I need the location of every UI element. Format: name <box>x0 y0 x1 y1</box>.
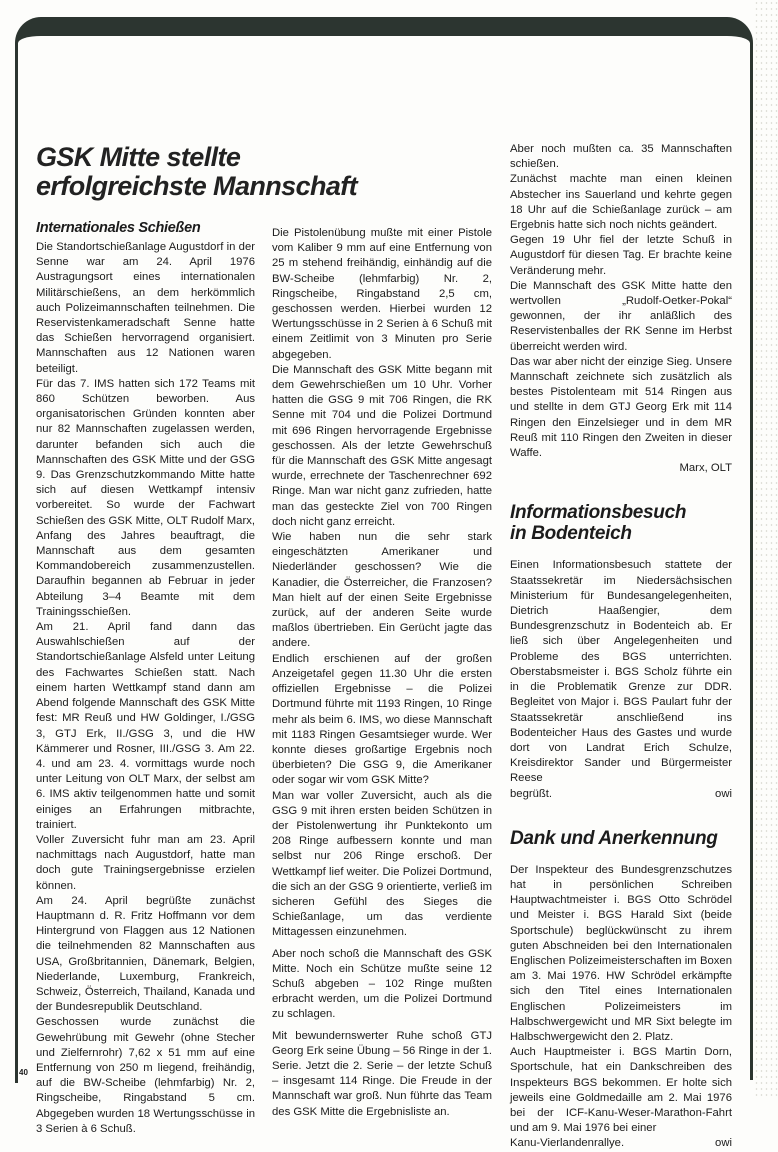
article-title-line-2: erfolgreichste Mannschaft <box>36 171 358 201</box>
page-frame-top-band <box>15 17 753 57</box>
article-subtitle: Internationales Schießen <box>36 220 201 236</box>
paragraph: Das war aber nicht der einzige Sieg. Unsere Mannschaft zeichnete sich zusätzlich als bestes Pistolenteam mit 514 Ringen aus und stellte in dem GTJ Georg Erk mit 114 Ringen den Einzelsieger und in dem MR Reuß mit 110 Ringen den Zweiten in dieser Waffe. <box>510 355 732 460</box>
paragraph: Auch Hauptmeister i. BGS Martin Dorn, Sportschule, hat ein Dankschreiben des Inspekteurs BGS bekommen. Er holte sich jeweils eine Goldmedaille am 2. Mai 1976 bei der ICF-Kanu-Weser-Marathon-Fahrt und am 9. Mai 1976 bei einer <box>510 1046 732 1135</box>
paragraph: Mit bewundernswerter Ruhe schoß GTJ Georg Erk seine Übung – 56 Ringe in der 1. Serie. Jetzt die 2. Serie – der letzte Schuß – insgesamt 114 Ringe. Die Freude in der Mannschaft war groß. Nun führte das Team des GSK Mitte die Ergebnisliste an. <box>272 1029 492 1118</box>
author-signature: Marx, OLT <box>679 462 732 475</box>
page-number: 40 <box>19 1068 28 1077</box>
signature-line <box>510 1136 732 1151</box>
paragraph: Einen Informationsbesuch stattete der Staatssekretär im Niedersächsischen Ministerium für Bundesangelegenheiten, Dietrich Haaßengier, dem Bundesgrenzschutz in Bodenteich ab. Er ließ sich über Angelegenheiten und Probleme des BGS unterrichten. Oberstabsmeister i. BGS Scholz führte ein in die Problematik Grenze zur DDR. Begleitet von Major i. BGS Paulart fuhr der Staatssekretär anschließend ins Bodenteicher Haus des Gastes und wurde dort von Landrat Erich Schulze, Kreisdirektor Sander und Bürgermeister Reese <box>510 559 732 785</box>
paragraph: Endlich erschienen auf der großen Anzeigetafel gegen 11.30 Uhr die ersten offiziellen Ergebnisse – die Polizei Dortmund führte mit 1193 Ringen, 10 Ringe mehr als beim 6. IMS, wo diese Mannschaft mit 1183 Ringen Gesamtsieger wurde. Wer konnte dieses großartige Ergebnis noch überbieten? Die GSG 9, die Amerikaner oder sogar wir vom GSK Mitte? <box>272 652 492 787</box>
paragraph: Am 21. April fand dann das Auswahlschießen auf der Standortschießanlage Alsfeld unter Leitung des Fachwartes Schießen statt. Nach einem harten Wettkampf stand dann am Abend folgende Mannschaft des GSK Mitte fest: MR Reuß und HW Goldinger, I./GSG 3, GTJ Erk, II./GSG 3, und die HW Kämmerer und Rosner, III./GSG 3. Am 22. 4. und am 23. 4. vormittags wurde noch unter Leitung von OLT Marx, der selbst am 6. IMS aktiv teilgenommen hatte und somit einiges an Erfahrungen mitbrachte, trainiert. <box>36 621 255 831</box>
signature-line <box>510 787 732 802</box>
column-middle <box>272 226 492 1120</box>
paragraph: Für das 7. IMS hatten sich 172 Teams mit 860 Schützen beworben. Aus organisatorischen Gründen konnten aber nur 82 Mannschaften zugelassen werden, darunter befanden sich auch die Mannschaften des GSK Mitte und der GSG 9. Das Grenzschutzkommando Mitte hatte sich auf diesen Wettkampf intensiv vorbereitet. So wurde der Fachwart Schießen des GSK Mitte, OLT Rudolf Marx, Anfang des Jahres beauftragt, die Mannschaft aus dem gesamten Kommandobereich zusammenzustellen. Daraufhin begannen ab Februar in jeder Abteilung 3–4 Beamte mit dem Trainingsschießen. <box>36 377 255 618</box>
author-signature: owi <box>715 787 732 800</box>
paragraph: Man war voller Zuversicht, auch als die GSG 9 mit ihren ersten beiden Schützen in der Pistolenwertung ihr Punktekonto um 208 Ringe aufbessern konnte und man selbst nur 206 Ringe erschoß. Der Wettkampf lief weiter. Die Polizei Dortmund, die sich an der GSG 9 orientierte, verließ im sicheren Gefühl des Sieges die Schießanlage, um das verdiente Mittagessen einzunehmen. <box>272 789 492 939</box>
paragraph: Die Mannschaft des GSK Mitte hatte den wertvollen „Rudolf-Oetker-Pokal“ gewonnen, der ihr anläßlich des Reservistenballes der RK Senne im Herbst überreicht werden wird. <box>510 279 732 353</box>
paragraph: Gegen 19 Uhr fiel der letzte Schuß in Augustdorf für diesen Tag. Er brachte keine Veränderung mehr. <box>510 234 732 277</box>
section-title-informationsbesuch <box>510 502 732 544</box>
section-title-dank: Dank und Anerkennung <box>510 827 718 849</box>
paragraph: Zunächst machte man einen kleinen Abstecher ins Sauerland und kehrte gegen 18 Uhr auf die Schießanlage zurück – am Ergebnis hatte sich noch nichts geändert. <box>510 173 732 232</box>
section-title-line-2: in Bodenteich <box>510 523 632 545</box>
paragraph: Geschossen wurde zunächst die Gewehrübung mit Gewehr (ohne Stecher und Zielfernrohr) 7,62 x 51 mm auf eine Entfernung von 250 m liegend, freihändig, auf die BW-Scheibe (lehmfarbig) Nr. 2, Ringscheibe, Ringabstand 5 cm. Abgegeben wurden 18 Wertungsschüsse in 3 Serien à 6 Schuß. <box>36 1016 255 1135</box>
last-line: Kanu-Vierlandenrallye. <box>510 1137 625 1150</box>
page-edge-texture <box>754 0 778 1100</box>
paragraph: Die Standortschießanlage Augustdorf in der Senne war am 24. April 1976 Austragungsort eines internationalen Militärschießens, an dem herkömmlich auch Polizeimannschaften teilnehmen. Die Reservistenkameradschaft Senne hatte das Schießen hervorragend organisiert. Mannschaften aus 12 Nationen waren beteiligt. <box>36 241 255 375</box>
paragraph: Am 24. April begrüßte zunächst Hauptmann d. R. Fritz Hoffmann vor dem Hintergrund von Flaggen aus 12 Nationen die teilnehmenden 82 Mannschaften aus USA, Großbritannien, Dänemark, Belgien, Niederlande, Luxemburg, Frankreich, Schweiz, Österreich, Thailand, Kanada und der Bundesrepublik Deutschland. <box>36 894 255 1014</box>
article-title-line-1: GSK Mitte stellte <box>36 142 241 172</box>
paragraph: Der Inspekteur des Bundesgrenzschutzes hat in persönlichen Schreiben Hauptwachtmeister i. BGS Otto Schrödel und Meister i. BGS Harald Sixt (beide Sportschule) beglückwünscht zu ihrem guten Abschneiden bei den Internationalen Englischen Polizeimeisterschaften im Boxen am 3. Mai 1976. HW Schrödel erkämpfte sich den Titel eines Internationalen Englischen Polizeimeisters im Halbschwergewicht und MR Sixt belegte im Halbschwergewicht den 2. Platz. <box>510 863 732 1043</box>
page-frame-left-rule <box>15 50 18 1083</box>
paragraph: Aber noch schoß die Mannschaft des GSK Mitte. Noch ein Schütze mußte seine 12 Schuß abgeben – 102 Ringe mußten erbracht werden, um die Polizei Dortmund zu schlagen. <box>272 947 492 1021</box>
section-title-line-1: Informationsbesuch <box>510 502 687 524</box>
paragraph: Voller Zuversicht fuhr man am 23. April nachmittags nach Augustdorf, hatte man doch gute Trainingsergebnisse erzielen können. <box>36 833 255 892</box>
last-line: begrüßt. <box>510 787 553 800</box>
paragraph: Aber noch mußten ca. 35 Mannschaften schießen. <box>510 143 732 171</box>
column-right <box>510 142 732 1152</box>
paragraph: Die Pistolenübung mußte mit einer Pistole vom Kaliber 9 mm auf eine Entfernung von 25 m stehend freihändig, einhändig auf die BW-Scheibe (lehmfarbig) Nr. 2, Ringscheibe, Ringabstand 2,5 cm, geschossen werden. Hierbei wurden 12 Wertungsschüsse in 2 Serien à 6 Schuß mit einem Zeitlimit von 3 Minuten pro Serie abgegeben. <box>272 227 492 361</box>
signature-line <box>510 461 732 476</box>
article-title <box>36 143 357 201</box>
paragraph: Die Mannschaft des GSK Mitte begann mit dem Gewehrschießen um 10 Uhr. Vorher hatten die GSG 9 mit 706 Ringen, die RK Senne mit 704 und die Polizei Dortmund mit 696 Ringen hervorragende Ergebnisse geschossen. Als der letzte Gewehrschuß für die Mannschaft des GSK Mitte angesagt wurde, errechnete der Taschenrechner 692 Ringe. Man war nicht ganz zufrieden, hatte man das gesteckte Ziel von 700 Ringen doch nicht ganz erreicht. <box>272 363 492 528</box>
author-signature: owi <box>715 1137 732 1150</box>
page-frame-right-rule <box>750 50 753 1080</box>
column-left <box>36 240 255 1137</box>
paragraph: Wie haben nun die sehr stark eingeschätzten Amerikaner und Niederländer geschossen? Wie die Kanadier, die Österreicher, die Franzosen? Man hielt auf der einen Seite Ergebnisse zurück, auf der anderen Seite wurde maßlos übertrieben. Ein Gerücht jagte das andere. <box>272 531 492 650</box>
